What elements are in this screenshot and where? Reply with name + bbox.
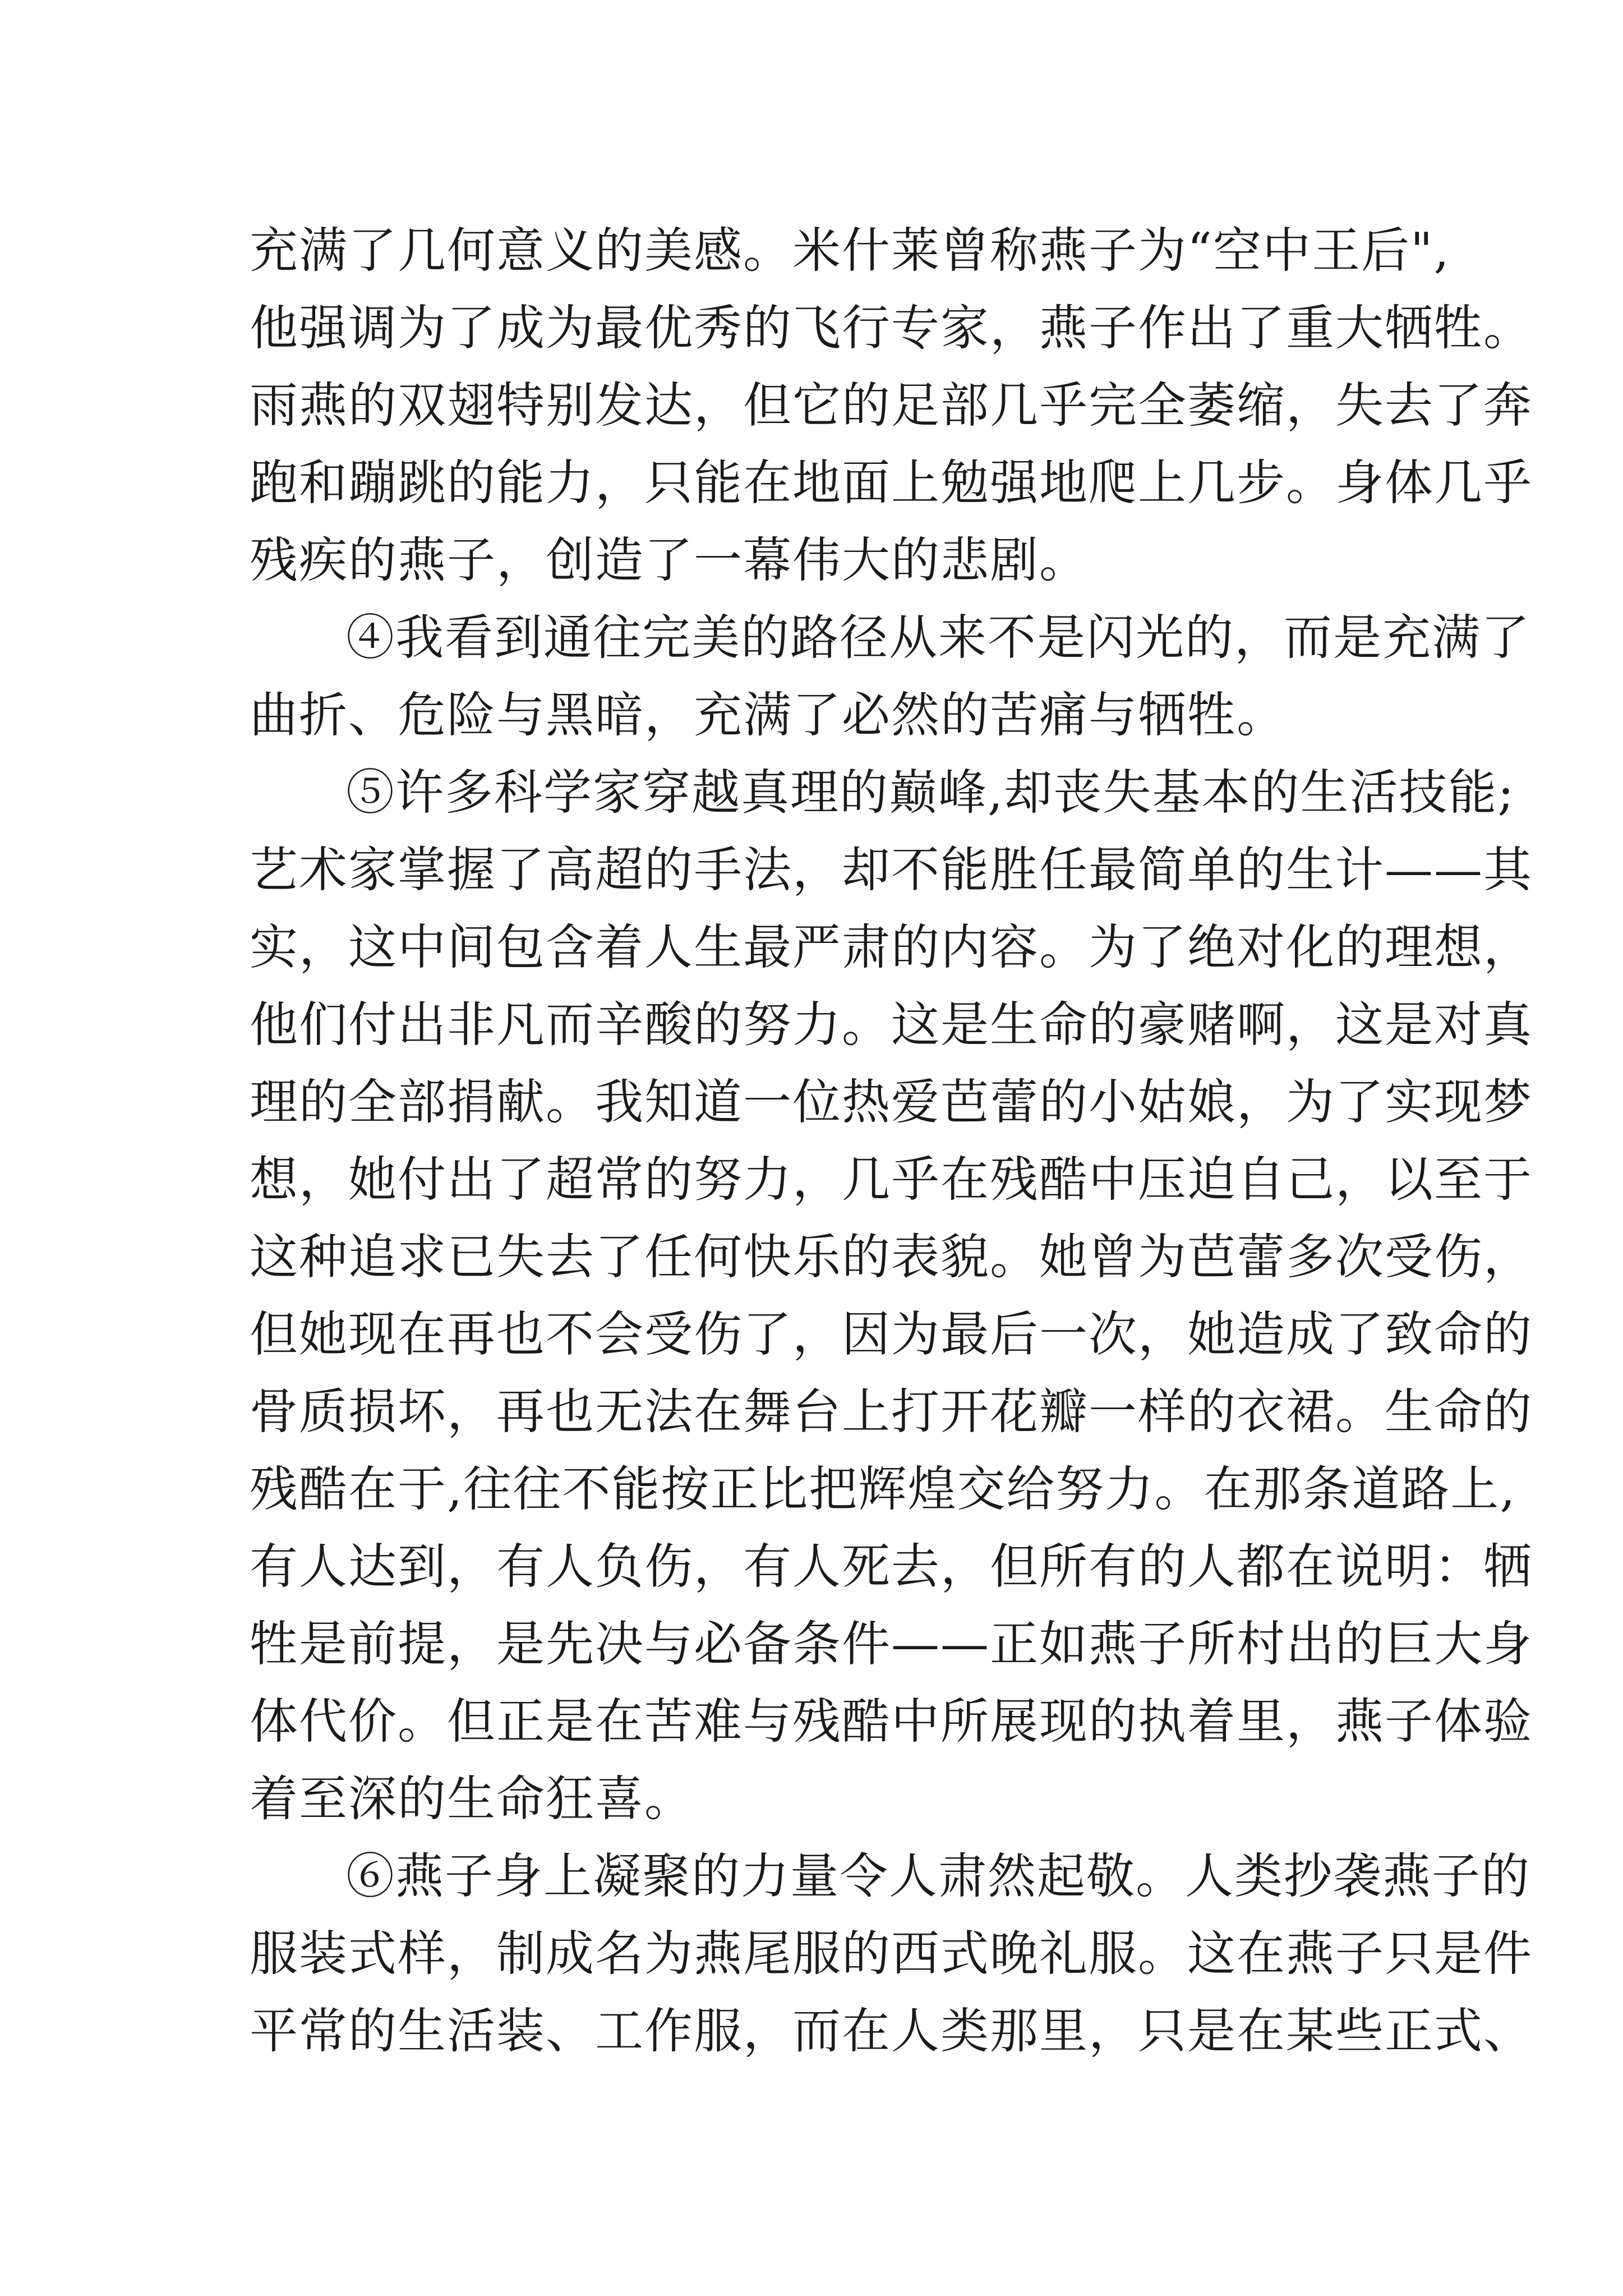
text-line: 牲是前提，是先决与必备条件——正如燕子所村出的巨大身 [250, 1616, 1533, 1672]
paragraph-start-line: ⑤许多科学家穿越真理的巅峰,却丧失基本的生活技能; [346, 765, 1515, 821]
text-line: 骨质损坏，再也无法在舞台上打开花瓣一样的衣裙。生命的 [250, 1384, 1533, 1440]
text-line: 理的全部捐献。我知道一位热爱芭蕾的小姑娘，为了实现梦 [250, 1074, 1533, 1130]
text-line: 他们付出非凡而辛酸的努力。这是生命的豪赌啊，这是对真 [250, 997, 1533, 1053]
text-line: 跑和蹦跳的能力，只能在地面上勉强地爬上几步。身体几乎 [250, 455, 1533, 511]
text-line: 体代价。但正是在苦难与残酷中所展现的执着里，燕子体验 [250, 1694, 1533, 1750]
text-line: 雨燕的双翅特别发达，但它的足部几乎完全萎缩，失去了奔 [250, 378, 1533, 434]
text-line: 他强调为了成为最优秀的飞行专家，燕子作出了重大牺牲。 [250, 300, 1533, 356]
text-line: 平常的生活装、工作服，而在人类那里，只是在某些正式、 [250, 2003, 1533, 2059]
text-line: 但她现在再也不会受伤了，因为最后一次，她造成了致命的 [250, 1306, 1533, 1363]
text-line: 有人达到，有人负伤，有人死去，但所有的人都在说明：牺 [250, 1539, 1533, 1595]
text-line: 实，这中间包含着人生最严肃的内容。为了绝对化的理想， [250, 919, 1533, 976]
paragraph-start-line: ④我看到通往完美的路径从来不是闪光的，而是充满了 [346, 610, 1530, 666]
text-line: 想，她付出了超常的努力，几乎在残酷中压迫自己，以至于 [250, 1152, 1533, 1208]
body-text [250, 212, 1533, 2070]
text-line: 服装式样，制成名为燕尾服的西式晚礼服。这在燕子只是件 [250, 1926, 1533, 1982]
text-line: 残疾的燕子，创造了一幕伟大的悲剧。 [250, 532, 1089, 588]
text-line: 残酷在于,往往不能按正比把辉煌交给努力。在那条道路上, [250, 1461, 1516, 1517]
text-line: 这种追求已失去了任何快乐的表貌。她曾为芭蕾多次受伤， [250, 1229, 1533, 1285]
text-line: 艺术家掌握了高超的手法，却不能胜任最简单的生计——其 [250, 842, 1533, 898]
text-line: 充满了几何意义的美感。米什莱曾称燕子为“空中王后", [250, 223, 1450, 279]
text-line: 着至深的生命狂喜。 [250, 1771, 694, 1827]
paragraph-start-line: ⑥燕子身上凝聚的力量令人肃然起敬。人类抄袭燕子的 [346, 1848, 1530, 1904]
text-line: 曲折、危险与黑暗，充满了必然的苦痛与牺牲。 [250, 687, 1286, 743]
